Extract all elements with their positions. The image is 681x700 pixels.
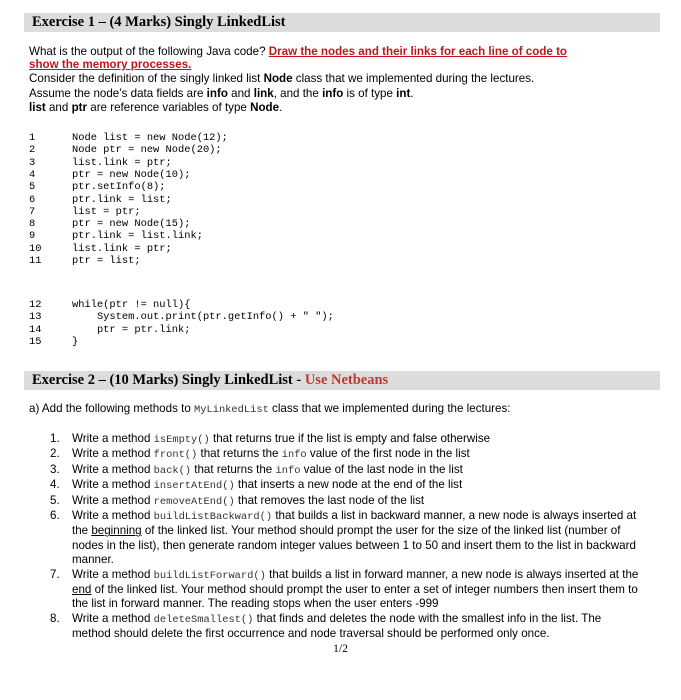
task-item <box>50 463 640 478</box>
task-item <box>50 432 640 447</box>
task-text: that builds a list in forward manner, a new node is always inserted at the <box>265 567 639 581</box>
task-number: 7. <box>50 567 60 581</box>
task-text: value of the last node in the list <box>300 462 463 476</box>
task-text: Write a method <box>72 462 154 476</box>
bold-text: ptr <box>71 101 88 114</box>
paragraph-reference-vars <box>29 102 282 115</box>
instruction-link-line-1: Draw the nodes and their links for each line of code to <box>268 45 568 58</box>
task-text: Write a method <box>72 611 154 625</box>
text: , and the <box>273 87 323 100</box>
line-number: 12 <box>29 299 42 311</box>
line-number: 14 <box>29 323 42 336</box>
page-number: 1/2 <box>333 643 348 655</box>
task-item <box>50 568 640 612</box>
question-line-1 <box>29 46 567 59</box>
bold-text: Node <box>250 101 280 114</box>
method-name: insertAtEnd() <box>153 480 235 493</box>
code-line <box>29 169 190 181</box>
bold-text: int <box>396 87 411 100</box>
task-text: Write a method <box>72 478 154 492</box>
task-list <box>50 432 640 642</box>
exercise-2-heading <box>24 371 660 390</box>
method-name: removeAtEnd() <box>153 495 235 508</box>
instruction-link-line-2: show the memory processes. <box>29 58 192 71</box>
bold-text: Node <box>263 72 293 85</box>
exercise-2-title: Exercise 2 – (10 Marks) Singly LinkedList - <box>32 372 305 388</box>
code-text: list = ptr; <box>72 205 141 218</box>
code-text: list.link = ptr; <box>72 156 172 169</box>
task-item <box>50 494 640 509</box>
code-line <box>29 194 172 206</box>
code-line <box>29 243 172 255</box>
text: and <box>45 101 72 114</box>
line-number: 2 <box>29 144 36 157</box>
code-line <box>29 157 172 169</box>
task-item <box>50 478 640 493</box>
line-number: 7 <box>29 205 36 218</box>
text: class that we implemented during the lectures: <box>268 402 511 415</box>
line-number: 13 <box>29 311 42 324</box>
code-line <box>29 132 228 144</box>
task-number: 2. <box>50 447 60 461</box>
text: Consider the definition of the singly linked list <box>29 72 264 85</box>
method-name: isEmpty() <box>153 434 210 446</box>
code-line <box>29 181 166 193</box>
bold-text: list <box>29 101 46 114</box>
code-text: Node list = new Node(12); <box>72 132 228 144</box>
line-number: 6 <box>29 193 36 206</box>
task-item <box>50 509 640 568</box>
code-text: } <box>72 335 79 348</box>
text: class that we implemented during the lectures. <box>292 72 535 85</box>
code-line <box>29 144 222 156</box>
task-number: 3. <box>50 462 60 476</box>
task-text: that returns the <box>191 462 276 476</box>
code-text: ptr.link = list; <box>72 193 172 206</box>
bold-text: info <box>206 87 228 100</box>
task-number: 6. <box>50 509 60 523</box>
code-line <box>29 324 190 336</box>
bold-text: link <box>253 87 274 100</box>
task-number: 5. <box>50 493 60 507</box>
line-number: 5 <box>29 181 36 194</box>
code-text: ptr.link = list.link; <box>72 230 203 243</box>
task-text: of the linked list. Your method should prompt the user to enter a set of integer numbers then insert them to the list in forward manner. The reading stops when the user enters -999 <box>72 583 638 611</box>
code-line <box>29 336 78 348</box>
line-number: 9 <box>29 230 36 243</box>
method-name: buildListForward() <box>153 569 266 582</box>
task-text: value of the first node in the list <box>306 447 470 461</box>
code-text: System.out.print(ptr.getInfo() + " "); <box>72 311 334 324</box>
code-text: Node ptr = new Node(20); <box>72 144 222 157</box>
question-line-2 <box>29 59 191 72</box>
netbeans-note: Use Netbeans <box>304 372 389 388</box>
task-item <box>50 447 640 462</box>
text: . <box>410 87 414 100</box>
code-line <box>29 206 141 218</box>
task-number: 4. <box>50 478 60 492</box>
line-number: 11 <box>29 255 42 267</box>
task-text: that returns true if the list is empty and false otherwise <box>209 432 491 445</box>
task-text: Write a method <box>72 567 154 581</box>
task-text: Write a method <box>72 493 154 507</box>
code-line <box>29 299 190 311</box>
line-number: 8 <box>29 218 36 231</box>
inline-code: info <box>275 464 301 477</box>
paragraph-data-fields <box>29 88 414 101</box>
task-text: that inserts a new node at the end of the list <box>234 478 463 492</box>
code-text: list.link = ptr; <box>72 242 172 255</box>
task-text: of the linked list. Your method should prompt the user for the size of the linked list (number of nodes in the list), then generate random integer values between 1 to 50 and insert them to the list in backward manner. <box>72 524 636 567</box>
method-name: buildListBackward() <box>153 511 273 524</box>
line-number: 10 <box>29 242 42 255</box>
task-text: Write a method <box>72 432 154 445</box>
code-text: ptr = new Node(15); <box>72 218 191 231</box>
line-number: 1 <box>29 132 36 144</box>
exercise-1-heading <box>24 13 660 32</box>
code-line <box>29 311 334 323</box>
inline-code: MyLinkedList <box>194 404 269 416</box>
code-line <box>29 255 141 267</box>
method-name: deleteSmallest() <box>153 613 254 626</box>
text: and <box>227 87 254 100</box>
line-number: 3 <box>29 156 36 169</box>
code-text: ptr.setInfo(8); <box>72 181 166 194</box>
bold-text: info <box>322 87 344 100</box>
task-text: that removes the last node of the list <box>234 493 425 507</box>
task-item <box>50 612 640 642</box>
text: . <box>279 101 283 114</box>
code-line <box>29 230 203 242</box>
text: is of type <box>343 87 397 100</box>
text: are reference variables of type <box>87 101 251 114</box>
task-text: that returns the <box>197 447 282 461</box>
task-number: 1. <box>50 432 60 445</box>
underlined-term: end <box>72 583 92 597</box>
text: Assume the node’s data fields are <box>29 87 207 100</box>
exercise-2-intro <box>29 403 511 417</box>
paragraph-node-definition <box>29 73 534 86</box>
exercise-1-title: Exercise 1 – (4 Marks) Singly LinkedList <box>32 14 286 30</box>
code-text: ptr = ptr.link; <box>72 323 191 336</box>
code-text: ptr = list; <box>72 255 141 267</box>
code-line <box>29 218 190 230</box>
task-text: that finds and deletes the node with the smallest info in the list. The method should delete the first occurrence and node traversal should be performed only once. <box>72 611 602 641</box>
task-text: that builds a list in backward manner, a new node is always inserted at the <box>72 509 637 538</box>
question-text: What is the output of the following Java code? <box>29 45 269 58</box>
method-name: back() <box>153 464 192 477</box>
task-text: Write a method <box>72 509 154 523</box>
line-number: 4 <box>29 168 36 181</box>
inline-code: info <box>281 449 307 462</box>
code-text: while(ptr != null){ <box>72 299 191 311</box>
code-text: ptr = new Node(10); <box>72 168 191 181</box>
task-text: Write a method <box>72 447 154 461</box>
underlined-term: beginning <box>91 524 142 538</box>
method-name: front() <box>153 449 198 462</box>
task-number: 8. <box>50 611 60 625</box>
text: a) Add the following methods to <box>29 402 194 415</box>
line-number: 15 <box>29 335 42 348</box>
